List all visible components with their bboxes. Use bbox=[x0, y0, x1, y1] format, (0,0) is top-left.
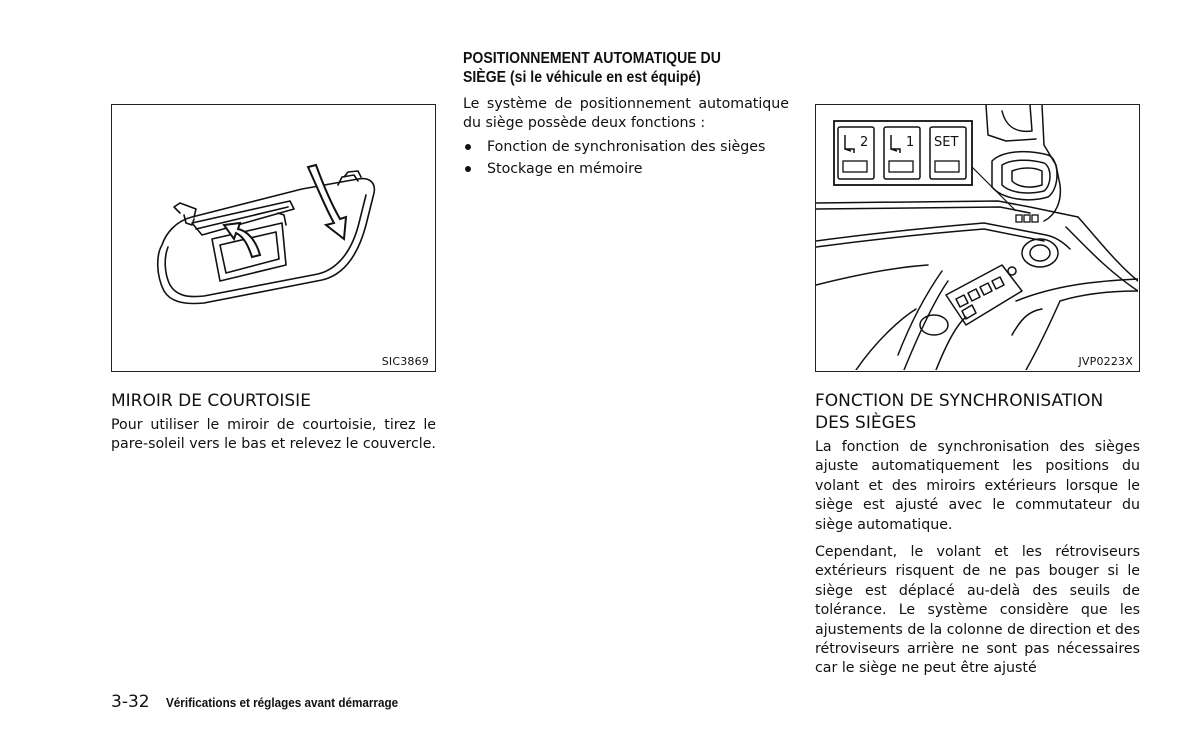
page-number: 3-32 bbox=[111, 692, 150, 712]
footer-section-title: Vérifications et réglages avant démarrage bbox=[165, 694, 398, 710]
section-title-seat-sync-line2: DES SIÈGES bbox=[815, 413, 917, 433]
bullet-icon bbox=[465, 144, 471, 150]
seat-sync-paragraph-2: Cependant, le volant et les rétroviseurs extérieurs risquent de ne pas bouger si le siège est déplacé au-delà des seuils de tolérance. Le système considère que les ajustements de la colonne de direction et des rétroviseurs arrière ne sont pas nécessaires car le siège ne peut être ajusté bbox=[815, 544, 1140, 677]
sun-visor-figure bbox=[111, 104, 436, 372]
memory-button-1-label: 1 bbox=[906, 135, 915, 150]
memory-button-1 bbox=[884, 127, 920, 179]
sun-visor-illustration bbox=[112, 105, 434, 370]
page-footer bbox=[111, 690, 511, 714]
door-memory-switch-figure bbox=[815, 104, 1140, 372]
auto-seat-intro: Le système de positionnement automatique du siège possède deux fonctions : bbox=[463, 96, 789, 132]
courtesy-mirror-text: Pour utiliser le miroir de courtoisie, tirez le pare-soleil vers le bas et relevez le couvercle. bbox=[111, 417, 436, 453]
bullet-icon bbox=[465, 166, 471, 172]
figure-id: JVP0223X bbox=[1078, 355, 1133, 368]
list-item: Fonction de synchronisation des sièges bbox=[463, 136, 789, 159]
seat-sync-paragraph-1: La fonction de synchronisation des sièges ajuste automatiquement les positions du volant et des miroirs extérieurs lorsque le siège est ajusté avec le commutateur du siège automatique. bbox=[815, 439, 1140, 533]
memory-set-button-label: SET bbox=[934, 135, 959, 150]
section-title-auto-seat-line2: SIÈGE (si le véhicule en est équipé) bbox=[463, 69, 701, 86]
section-title-seat-sync-line1: FONCTION DE SYNCHRONISATION bbox=[815, 391, 1104, 411]
figure-id: SIC3869 bbox=[381, 355, 429, 368]
memory-button-2-label: 2 bbox=[860, 135, 869, 150]
pull-down-arrow-icon bbox=[308, 165, 346, 239]
auto-seat-functions-list bbox=[463, 136, 789, 181]
memory-button-2 bbox=[838, 127, 874, 179]
section-title-courtesy-mirror: MIROIR DE COURTOISIE bbox=[111, 391, 311, 411]
list-item: Stockage en mémoire bbox=[463, 158, 789, 181]
section-title-auto-seat-line1: POSITIONNEMENT AUTOMATIQUE DU bbox=[463, 50, 721, 67]
